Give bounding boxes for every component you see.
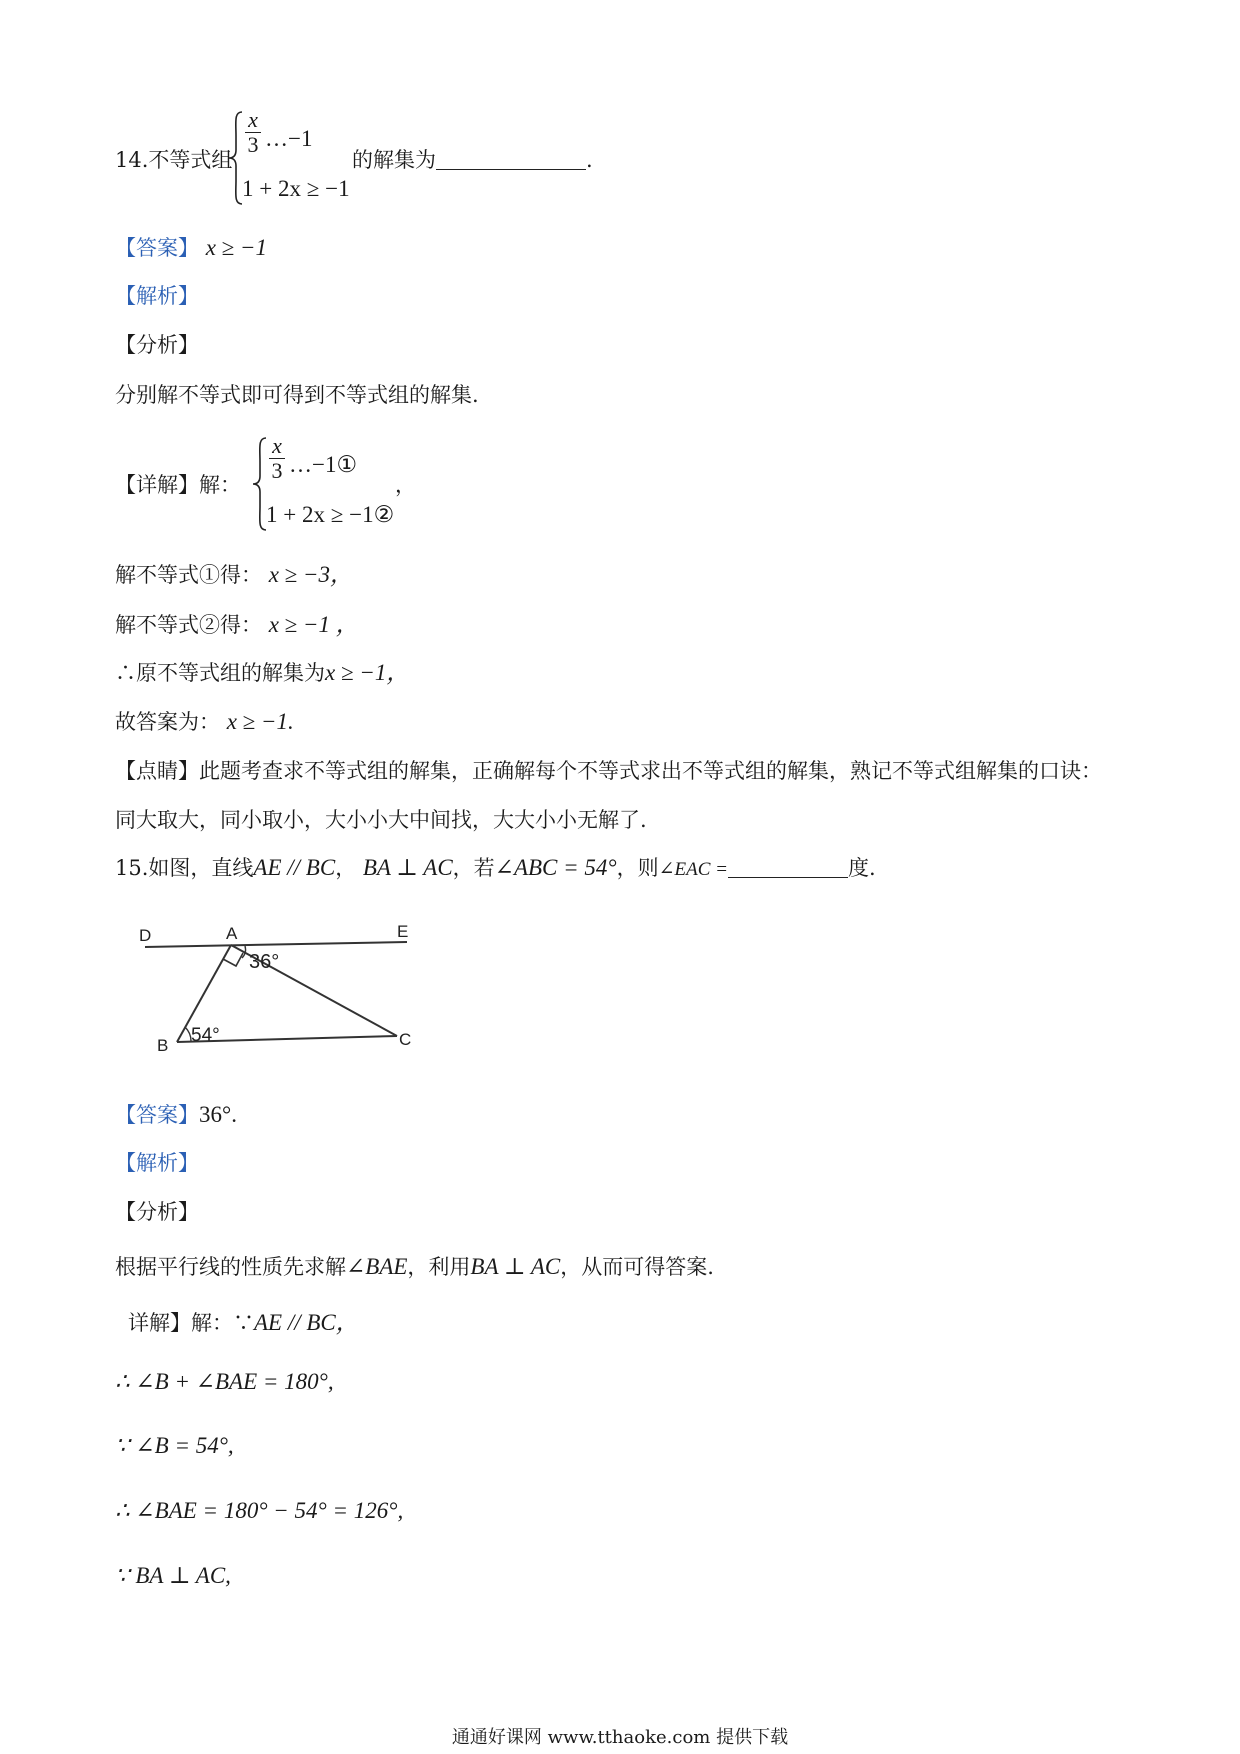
a14-dianjing: 【点睛】此题考查求不等式组的解集，正确解每个不等式求出不等式组的解集，熟记不等式组解集的口诀： xyxy=(115,759,1102,783)
a14-step1: 解不等式①得： x ≥ −3， xyxy=(115,562,354,587)
a15-step2: ∵ ∠B = 54°, xyxy=(115,1433,234,1458)
a15-jiexi: 【解析】 xyxy=(115,1151,199,1175)
a14-jiexi: 【解析】 xyxy=(115,284,199,308)
a14-sys-after: ， xyxy=(395,473,416,497)
q14-row2: 1 + 2x ≥ −1 xyxy=(242,176,350,201)
label-a: A xyxy=(226,924,238,943)
a15-step4: ∵ BA ⊥ AC, xyxy=(115,1563,231,1588)
a14-answer: 【答案】 x ≥ −1 xyxy=(115,235,268,260)
q14-suffix: 的解集为 . xyxy=(352,145,593,175)
a15-fenxi-text: 根据平行线的性质先求解∠BAE，利用BA ⊥ AC，从而可得答案. xyxy=(115,1254,714,1279)
q14-row1-rest: …−1 xyxy=(265,126,313,151)
a15-xiangjie: 详解】解：∵AE // BC， xyxy=(128,1310,359,1335)
angle-a-value: 36° xyxy=(249,951,280,973)
a14-dianjing-2: 同大取大，同小取小，大小小大中间找，大大小小无解了. xyxy=(115,808,647,832)
a15-fenxi: 【分析】 xyxy=(115,1200,199,1224)
q14-prefix: 14.不等式组 xyxy=(115,148,233,172)
a14-step4: 故答案为： x ≥ −1. xyxy=(115,709,294,734)
angle-b-value: 54° xyxy=(191,1025,220,1046)
a14-fraction: x 3 xyxy=(266,434,288,483)
a14-step2: 解不等式②得： x ≥ −1 ， xyxy=(115,612,359,637)
label-b: B xyxy=(157,1036,169,1055)
a14-inequality-system xyxy=(252,434,412,534)
q14-fraction: x 3 xyxy=(242,108,264,157)
a15-answer: 【答案】36°. xyxy=(115,1102,237,1127)
a14-row2: 1 + 2x ≥ −1② xyxy=(266,502,395,527)
geometry-figure xyxy=(135,915,425,1065)
label-c: C xyxy=(399,1030,412,1049)
a14-row1-rest: …−1① xyxy=(289,452,358,477)
q14-inequality-system xyxy=(228,108,368,208)
line-de xyxy=(145,942,407,947)
answer-blank xyxy=(436,145,586,170)
footer-watermark: 通通好课网 www.tthaoke.com 提供下载 xyxy=(451,1727,789,1748)
a14-fenxi-text: 分别解不等式即可得到不等式组的解集. xyxy=(115,383,479,407)
a15-step3: ∴ ∠BAE = 180° − 54° = 126°, xyxy=(115,1498,404,1523)
answer-blank xyxy=(728,853,848,878)
q15-question: 15.如图，直线AE // BC， BA ⊥ AC，若∠ABC = 54°，则∠EAC = 度. xyxy=(115,855,876,880)
label-e: E xyxy=(397,922,409,941)
a15-step1: ∴ ∠B + ∠BAE = 180°, xyxy=(115,1369,334,1394)
label-d: D xyxy=(139,926,152,945)
a14-step3: ∴原不等式组的解集为x ≥ −1， xyxy=(115,660,410,685)
a14-fenxi: 【分析】 xyxy=(115,333,199,357)
a14-xiangjie-label: 【详解】解： xyxy=(115,473,241,497)
